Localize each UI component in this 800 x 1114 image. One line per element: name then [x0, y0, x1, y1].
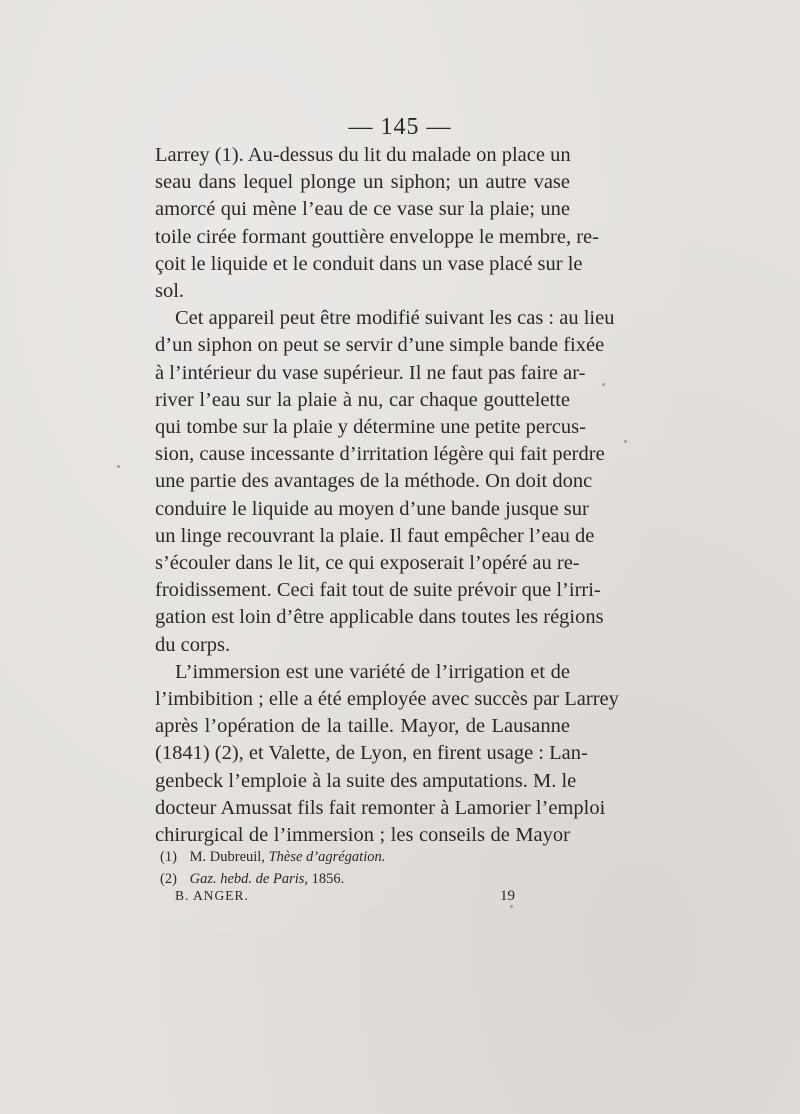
footnote-2: [160, 868, 570, 890]
text-line: chirurgical de l’immersion ; les conseils de Mayor: [155, 824, 570, 847]
footnote-number: (2): [160, 871, 177, 887]
text-line: toile cirée formant gouttière enveloppe le membre, re-: [155, 225, 599, 248]
text-line: river l’eau sur la plaie à nu, car chaque gouttelette: [155, 388, 570, 411]
paper-speck: [602, 383, 605, 386]
signature-line: [175, 888, 515, 904]
text-line: à l’intérieur du vase supérieur. Il ne faut pas faire ar-: [155, 361, 586, 384]
text-line: un linge recouvrant la plaie. Il faut empêcher l’eau de: [155, 524, 595, 547]
body-text: [155, 142, 619, 849]
footnote-number: (1): [160, 849, 177, 865]
text-line: amorcé qui mène l’eau de ce vase sur la plaie; une: [155, 198, 570, 221]
text-line: çoit le liquide et le conduit dans un vase placé sur le: [155, 252, 583, 275]
text-line: une partie des avantages de la méthode. On doit donc: [155, 470, 593, 493]
text-line: après l’opération de la taille. Mayor, de Lausanne: [155, 715, 570, 738]
page-number: — 145 —: [348, 114, 452, 140]
text-line: d’un siphon on peut se servir d’une simple bande fixée: [155, 334, 605, 357]
paper-speck: [117, 465, 120, 468]
footnote-title: Gaz. hebd. de Paris,: [189, 871, 309, 887]
paragraph-1: [155, 142, 599, 305]
signature-number: 19: [500, 888, 515, 904]
text-line: sion, cause incessante d’irritation légère qui fait perdre: [155, 443, 605, 466]
paragraph-3: [155, 659, 619, 849]
footnote-title: Thèse d’agrégation.: [268, 849, 386, 865]
text-line: du corps.: [155, 633, 231, 656]
paragraph-2: [155, 305, 615, 659]
text-line: l’imbibition ; elle a été employée avec succès par Larrey: [155, 688, 619, 711]
text-line: Cet appareil peut être modifié suivant les cas : au lieu: [175, 307, 615, 330]
text-line: (1841) (2), et Valette, de Lyon, en firent usage : Lan-: [155, 742, 588, 765]
text-line: genbeck l’emploie à la suite des amputations. M. le: [155, 769, 577, 792]
text-line: s’écouler dans le lit, ce qui exposerait l’opéré au re-: [155, 552, 580, 575]
text-line: qui tombe sur la plaie y détermine une petite percus-: [155, 416, 586, 439]
paper-speck: [624, 440, 627, 443]
paper-speck: [510, 905, 513, 908]
footnote-1: [160, 846, 570, 868]
text-line: gation est loin d’être applicable dans toutes les régions: [155, 606, 604, 629]
text-line: Larrey (1). Au-dessus du lit du malade on place un: [155, 144, 571, 166]
text-line: seau dans lequel plonge un siphon; un autre vase: [155, 171, 570, 194]
signature-mark: B. ANGER.: [175, 888, 249, 903]
text-line: conduire le liquide au moyen d’une bande jusque sur: [155, 497, 589, 520]
text-line: sol.: [155, 280, 185, 303]
text-line: froidissement. Ceci fait tout de suite prévoir que l’irri-: [155, 579, 601, 602]
text-line: L’immersion est une variété de l’irrigation et de: [175, 660, 570, 683]
footnotes: [160, 846, 570, 890]
footnote-year: 1856.: [311, 871, 345, 887]
footnote-author: M. Dubreuil,: [189, 849, 265, 865]
text-line: docteur Amussat fils fait remonter à Lamorier l’emploi: [155, 796, 606, 819]
